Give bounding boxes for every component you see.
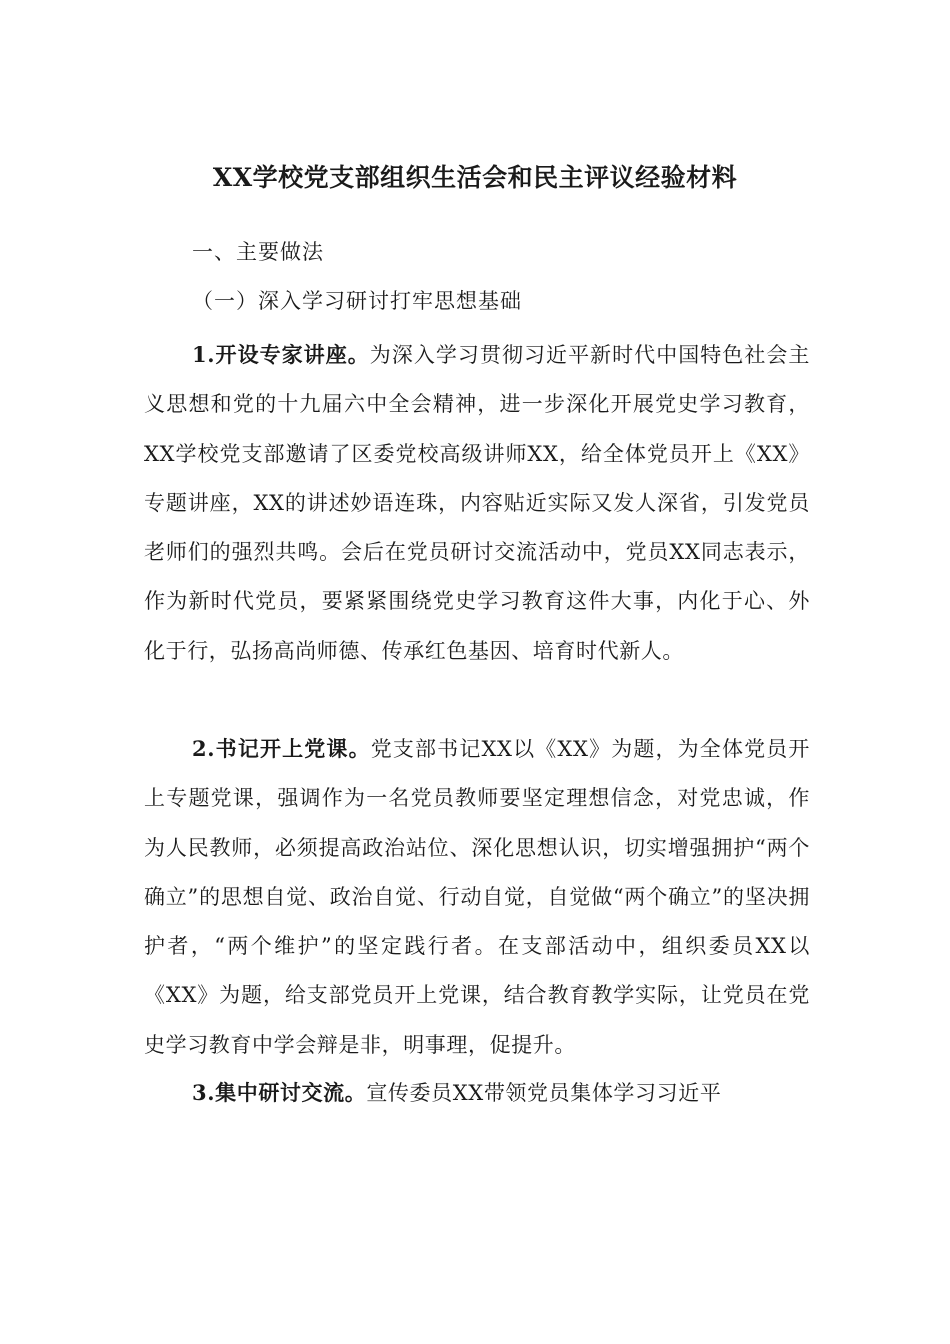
paragraph-body: 为深入学习贯彻习近平新时代中国特色社会主义思想和党的十九届六中全会精神，进一步深化开展党史学习教育，XX学校党支部邀请了区委党校高级讲师XX，给全体党员开上《XX》专题讲座，XX的讲述妙语连珠，内容贴近实际又发人深省，引发党员老师们的强烈共鸣。会后在党员研讨交流活动中，党员XX同志表示，作为新时代党员，要紧紧围绕党史学习教育这件大事，内化于心、外化于行，弘扬高尚师德、传承红色基因、培育时代新人。 <box>144 343 810 663</box>
paragraph-secretary-lecture <box>144 724 810 1070</box>
paragraph-group-discussion <box>144 1068 810 1118</box>
document-title: XX学校党支部组织生活会和民主评议经验材料 <box>212 163 738 192</box>
paragraph-body: 党支部书记XX以《XX》为题，为全体党员开上专题党课，强调作为一名党员教师要坚定理想信念，对党忠诚，作为人民教师，必须提高政治站位、深化思想认识，切实增强拥护“两个确立”的思想自觉、政治自觉、行动自觉，自觉做“两个确立”的坚决拥护者，“两个维护”的坚定践行者。在支部活动中，组织委员XX以《XX》为题，给支部党员开上党课，结合教育教学实际，让党员在党史学习教育中学会辩是非，明事理，促提升。 <box>144 737 810 1057</box>
paragraph-body: 宣传委员XX带领党员集体学习习近平 <box>366 1081 722 1105</box>
paragraph-lead: 3.集中研讨交流。 <box>192 1080 367 1105</box>
paragraph-lead: 1.开设专家讲座。 <box>192 342 370 367</box>
section-heading-main-practices: 一、主要做法 <box>192 240 324 264</box>
paragraph-expert-lecture <box>144 330 810 676</box>
paragraph-lead: 2.书记开上党课。 <box>192 736 371 761</box>
subsection-heading-study: （一）深入学习研讨打牢思想基础 <box>192 289 522 313</box>
